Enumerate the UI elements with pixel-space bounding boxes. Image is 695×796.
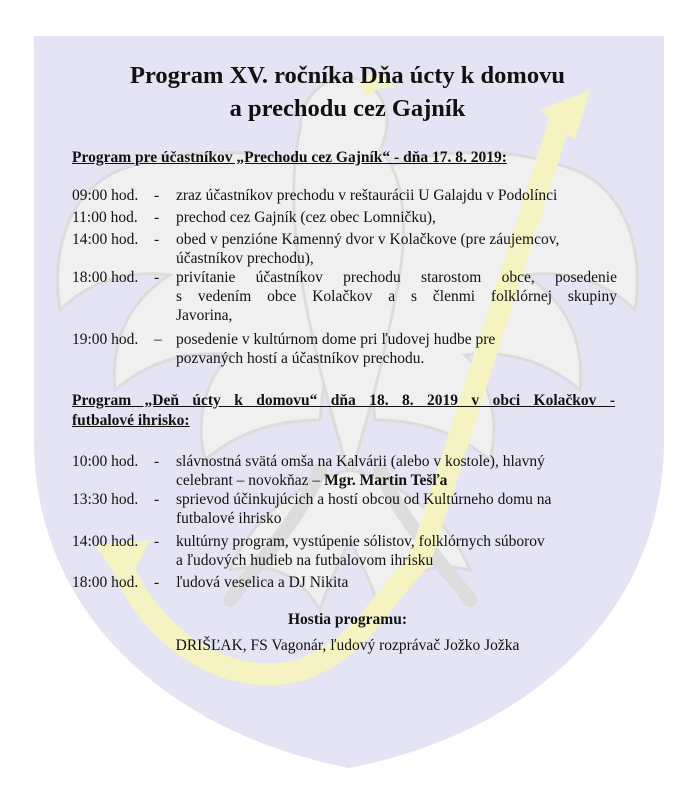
- schedule-text-line: ľudová veselica a DJ Nikita: [176, 574, 349, 591]
- schedule-text-line: [176, 471, 617, 490]
- section2-heading-line-2: futbalové ihrisko:: [72, 412, 190, 429]
- schedule-dash: -: [154, 187, 160, 204]
- schedule-text: [176, 268, 617, 325]
- schedule-time: 14:00 hod.: [72, 231, 139, 248]
- schedule-text-plain: celebrant – novokňaz –: [176, 472, 325, 489]
- schedule-text: [176, 186, 617, 205]
- schedule-dash: -: [154, 533, 160, 550]
- schedule-text-line: posedenie v kultúrnom dome pri ľudovej hudbe pre: [176, 331, 496, 348]
- schedule-time: 14:00 hod.: [72, 533, 139, 550]
- schedule-text-line: s vedením obce Kolačkov a s členmi folklórnej skupiny: [176, 288, 617, 305]
- document-title-line-1: Program XV. ročníka Dňa úcty k domovu: [130, 62, 565, 89]
- schedule-text: [176, 230, 617, 268]
- section2-heading-line-1: Program „Deň úcty k domovu“ dňa 18. 8. 2019 v obci Kolačkov -: [72, 392, 615, 409]
- hosts-heading: Hostia programu:: [288, 611, 407, 628]
- document-title-line-2: a prechodu cez Gajník: [229, 95, 466, 122]
- schedule-text-line: pozvaných hostí a účastníkov prechodu.: [176, 350, 425, 367]
- schedule-text: [176, 573, 617, 592]
- celebrant-name: Mgr. Martin Tešľa: [324, 472, 448, 489]
- schedule-time: 11:00 hod.: [72, 209, 138, 226]
- schedule-dash: -: [154, 574, 160, 591]
- schedule-text: [176, 490, 617, 528]
- schedule-time: 10:00 hod.: [72, 453, 139, 470]
- schedule-text-line: futbalové ihrisko: [176, 510, 282, 527]
- schedule-text-line: obed v penzióne Kamenný dvor v Kolačkove (pre záujemcov,: [176, 231, 560, 248]
- schedule-text-line: slávnostná svätá omša na Kalvárii (alebo v kostole), hlavný: [176, 453, 545, 470]
- schedule-text-line: sprievod účinkujúcich a hostí obcou od Kultúrneho domu na: [176, 491, 552, 508]
- schedule-dash: –: [154, 331, 162, 348]
- schedule-dash: -: [154, 231, 160, 248]
- schedule-text-line: a ľudových hudieb na futbalovom ihrisku: [176, 552, 434, 569]
- schedule-text-line: zraz účastníkov prechodu v reštaurácii U Galajdu v Podolínci: [176, 187, 558, 204]
- schedule-dash: -: [154, 269, 160, 286]
- schedule-text-line: privítanie účastníkov prechodu starostom obce, posedenie: [176, 269, 617, 286]
- schedule-dash: -: [154, 453, 160, 470]
- schedule-dash: -: [154, 491, 160, 508]
- schedule-text-line: účastníkov prechodu),: [176, 250, 314, 267]
- schedule-text: [176, 208, 617, 227]
- schedule-time: 09:00 hod.: [72, 187, 139, 204]
- schedule-time: 13:30 hod.: [72, 491, 139, 508]
- hosts-list: DRIŠĽAK, FS Vagonár, ľudový rozprávač Jožko Jožka: [175, 637, 520, 654]
- schedule-time: 18:00 hod.: [72, 574, 139, 591]
- schedule-text: [176, 330, 617, 368]
- schedule-text-line: prechod cez Gajník (cez obec Lomničku),: [176, 209, 436, 226]
- section1-heading: Program pre účastníkov „Prechodu cez Gajník“ - dňa 17. 8. 2019:: [72, 149, 507, 166]
- schedule-text: [176, 532, 617, 570]
- schedule-text-line: Javorina,: [176, 307, 233, 324]
- schedule-time: 19:00 hod.: [72, 331, 139, 348]
- schedule-time: 18:00 hod.: [72, 269, 139, 286]
- schedule-text: [176, 452, 617, 490]
- schedule-dash: -: [154, 209, 160, 226]
- schedule-text-line: kultúrny program, vystúpenie sólistov, folklórnych súborov: [176, 533, 545, 550]
